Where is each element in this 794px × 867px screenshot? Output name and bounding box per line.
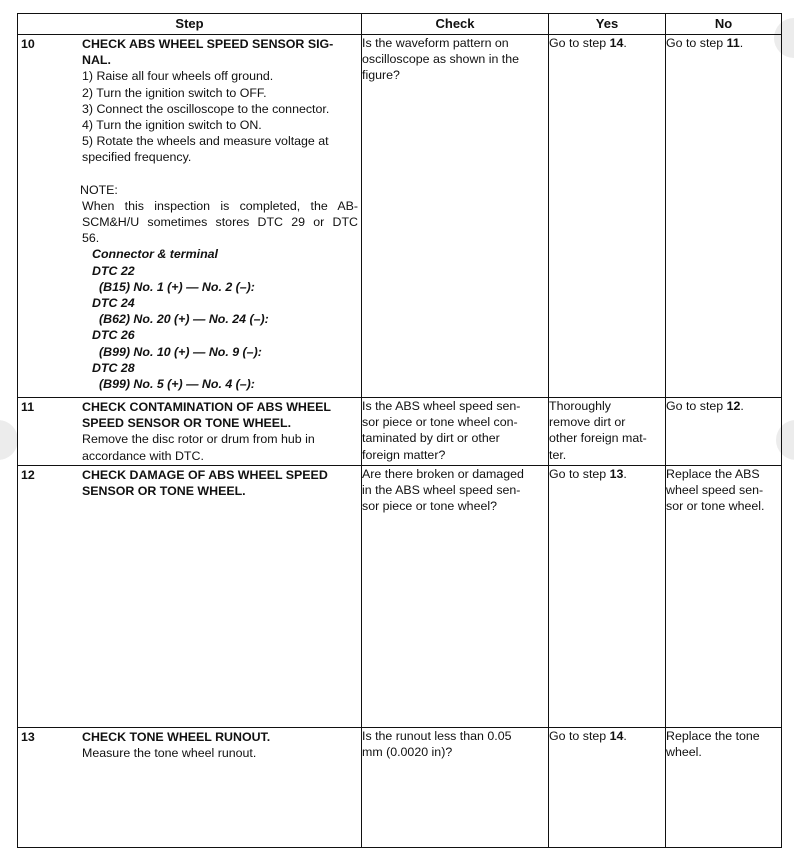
procedure-line: accordance with DTC. — [82, 448, 204, 463]
step-number: 12 — [21, 468, 35, 482]
step-number: 13 — [21, 730, 35, 744]
check-cell — [362, 35, 549, 398]
note-label: NOTE: — [80, 182, 118, 197]
dtc-pins: (B62) No. 20 (+) — No. 24 (–): — [99, 312, 269, 327]
yes-step-ref: 14 — [609, 36, 624, 50]
diagnostic-steps-table — [17, 13, 782, 848]
no-text: Go to step — [666, 399, 727, 413]
step-title-line: CHECK DAMAGE OF ABS WHEEL SPEED — [82, 468, 328, 482]
note-line: When this inspection is completed, the AB- — [82, 198, 358, 213]
yes-step-ref: 13 — [609, 467, 624, 481]
table-row-step-10 — [18, 35, 782, 398]
check-line: foreign matter? — [362, 447, 446, 462]
step-title-line: SENSOR OR TONE WHEEL. — [82, 484, 246, 499]
yes-cell — [549, 466, 666, 728]
no-cell — [666, 35, 782, 398]
check-cell — [362, 466, 549, 728]
header-check: Check — [362, 14, 549, 35]
page-edge-mark-left — [0, 420, 18, 460]
check-line: sor piece or tone wheel con- — [362, 415, 518, 430]
no-cell — [666, 466, 782, 728]
step-title-line: CHECK ABS WHEEL SPEED SENSOR SIG- — [82, 37, 334, 51]
step-number: 10 — [21, 37, 35, 51]
check-line: mm (0.0020 in)? — [362, 745, 453, 760]
no-text: Go to step — [666, 36, 727, 50]
yes-line: ter. — [549, 447, 567, 462]
check-line: Are there broken or damaged — [362, 467, 524, 481]
table-row-step-13 — [18, 728, 782, 848]
yes-cell — [549, 35, 666, 398]
step-cell — [18, 466, 362, 728]
check-cell — [362, 398, 549, 466]
step-cell — [18, 35, 362, 398]
yes-suffix: . — [623, 467, 627, 481]
step-title-line: SPEED SENSOR OR TONE WHEEL. — [82, 416, 292, 431]
no-step-ref: 12 — [726, 399, 741, 413]
yes-suffix: . — [623, 36, 627, 50]
check-line: figure? — [362, 68, 400, 83]
no-suffix: . — [739, 36, 744, 50]
dtc-code: DTC 24 — [92, 296, 135, 311]
procedure-line: 4) Turn the ignition switch to ON. — [82, 118, 262, 133]
procedure-line: 3) Connect the oscilloscope to the connector. — [82, 101, 330, 116]
step-title-line: CHECK TONE WHEEL RUNOUT. — [82, 730, 271, 744]
no-line: wheel. — [666, 745, 702, 760]
check-line: in the ABS wheel speed sen- — [362, 483, 521, 498]
step-title-line: NAL. — [82, 53, 111, 68]
check-line: taminated by dirt or other — [362, 431, 500, 446]
header-no: No — [666, 14, 782, 35]
connector-heading: Connector & terminal — [92, 247, 218, 262]
check-line: Is the waveform pattern on — [362, 36, 509, 50]
procedure-line: 5) Rotate the wheels and measure voltage at — [82, 134, 329, 149]
procedure-line: 1) Raise all four wheels off ground. — [82, 69, 274, 84]
dtc-code: DTC 28 — [92, 360, 135, 375]
procedure-line: Measure the tone wheel runout. — [82, 746, 257, 761]
note-line: SCM&H/U sometimes stores DTC 29 or DTC — [82, 215, 358, 230]
step-cell — [18, 728, 362, 848]
step-title-line: CHECK CONTAMINATION OF ABS WHEEL — [82, 400, 331, 414]
header-step: Step — [18, 14, 362, 35]
check-line: Is the ABS wheel speed sen- — [362, 399, 521, 413]
yes-cell — [549, 398, 666, 466]
table-row-step-11 — [18, 398, 782, 466]
no-line: sor or tone wheel. — [666, 499, 765, 514]
check-cell — [362, 728, 549, 848]
table-row-step-12 — [18, 466, 782, 728]
no-step-ref: 11 — [726, 36, 740, 50]
dtc-code: DTC 26 — [92, 328, 135, 343]
dtc-pins: (B99) No. 5 (+) — No. 4 (–): — [99, 377, 255, 392]
no-line: wheel speed sen- — [666, 483, 764, 498]
no-line: Replace the ABS — [666, 467, 760, 481]
yes-line: Thoroughly — [549, 399, 611, 413]
header-yes: Yes — [549, 14, 666, 35]
yes-text: Go to step — [549, 729, 610, 743]
check-line: sor piece or tone wheel? — [362, 499, 498, 514]
step-cell — [18, 398, 362, 466]
procedure-line: 2) Turn the ignition switch to OFF. — [82, 85, 267, 100]
yes-line: remove dirt or — [549, 415, 626, 430]
no-line: Replace the tone — [666, 729, 760, 743]
yes-text: Go to step — [549, 467, 610, 481]
no-cell — [666, 398, 782, 466]
no-cell — [666, 728, 782, 848]
no-suffix: . — [740, 399, 744, 413]
yes-suffix: . — [623, 729, 627, 743]
procedure-line: specified frequency. — [82, 150, 192, 165]
note-line: 56. — [82, 231, 100, 246]
dtc-code: DTC 22 — [92, 263, 135, 278]
check-line: oscilloscope as shown in the — [362, 52, 520, 67]
dtc-pins: (B15) No. 1 (+) — No. 2 (–): — [99, 279, 255, 294]
yes-cell — [549, 728, 666, 848]
yes-text: Go to step — [549, 36, 610, 50]
table-header-row — [18, 14, 782, 35]
yes-line: other foreign mat- — [549, 431, 647, 446]
dtc-pins: (B99) No. 10 (+) — No. 9 (–): — [99, 344, 262, 359]
yes-step-ref: 14 — [609, 729, 624, 743]
procedure-line: Remove the disc rotor or drum from hub in — [82, 432, 315, 447]
step-number: 11 — [21, 400, 35, 414]
check-line: Is the runout less than 0.05 — [362, 729, 512, 743]
